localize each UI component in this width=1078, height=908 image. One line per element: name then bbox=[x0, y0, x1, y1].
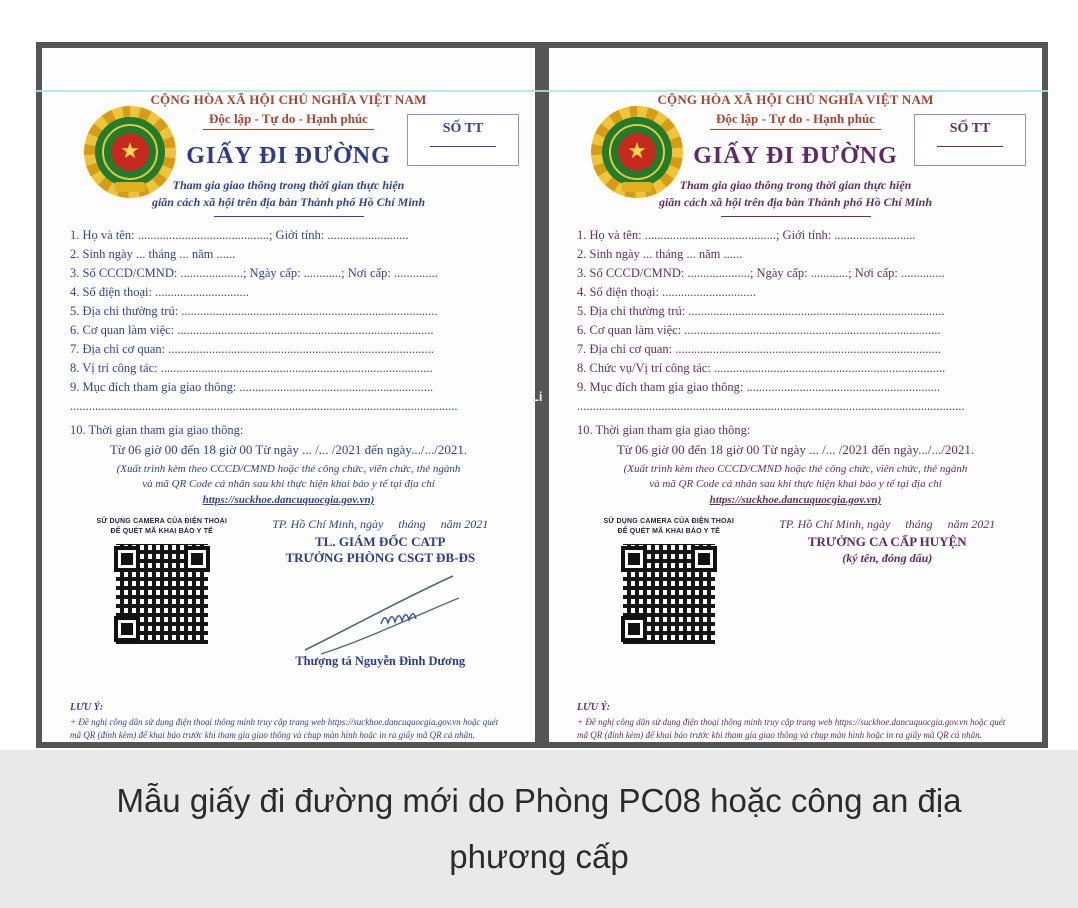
form-field-1: 1. Họ và tên: ..........................................; Giới tính: .......................... bbox=[577, 227, 916, 242]
qr-code-image bbox=[112, 544, 212, 644]
signer-name: Thượng tá Nguyễn Đình Dương bbox=[295, 654, 466, 669]
so-tt-blank-line bbox=[430, 146, 496, 147]
subtitle-underline bbox=[721, 216, 871, 217]
form-field-4: 4. Số điện thoại: .............................. bbox=[577, 284, 756, 299]
notes-heading: LƯU Ý: bbox=[577, 702, 611, 714]
form-field-continuation: ............................................................................................................................ bbox=[577, 398, 965, 413]
watermark-fragment-1: i bbox=[523, 368, 527, 383]
subtitle-line1: Tham gia giao thông trong thời gian thực hiện bbox=[172, 178, 405, 192]
travel-time-line: Từ 06 giờ 00 đến 18 giờ 00 Từ ngày ... /... /2021 đến ngày.../.../2021. bbox=[616, 441, 975, 457]
travel-time-line: Từ 06 giờ 00 đến 18 giờ 00 Từ ngày ... /... /2021 đến ngày.../.../2021. bbox=[109, 441, 468, 457]
document-title: GIẤY ĐI ĐƯỜNG bbox=[693, 143, 898, 169]
subtitle-line1: Tham gia giao thông trong thời gian thực hiện bbox=[679, 178, 912, 192]
so-tt-blank-line bbox=[937, 146, 1003, 147]
health-declaration-url: https://suckhoe.dancuquocgia.gov.vn) bbox=[709, 493, 882, 506]
signature-date-line: TP. Hồ Chí Minh, ngày tháng năm 2021 bbox=[272, 517, 489, 532]
form-field-4: 4. Số điện thoại: .............................. bbox=[70, 284, 249, 299]
signature-block bbox=[577, 517, 1014, 693]
caption-band bbox=[0, 750, 1078, 908]
presentation-note-line2: và mã QR Code cá nhân sau khi thực hiện khai báo y tế tại địa chỉ bbox=[142, 478, 435, 491]
presentation-note-line2: và mã QR Code cá nhân sau khi thực hiện khai báo y tế tại địa chỉ bbox=[649, 478, 942, 491]
document-title: GIẤY ĐI ĐƯỜNG bbox=[186, 143, 391, 169]
emblem-banner bbox=[115, 182, 145, 192]
national-header: CỘNG HÒA XÃ HỘI CHỦ NGHĨA VIỆT NAM bbox=[150, 92, 427, 107]
form-fields bbox=[70, 226, 507, 416]
document-photo-frame bbox=[36, 42, 1048, 748]
document-right bbox=[549, 48, 1042, 742]
qr-finder-top-left bbox=[114, 546, 140, 572]
section-10-label: 10. Thời gian tham gia giao thông: bbox=[577, 422, 751, 437]
form-field-1: 1. Họ và tên: ..........................................; Giới tính: .......................... bbox=[70, 227, 409, 242]
public-security-emblem-icon bbox=[84, 106, 176, 198]
watermark-fragment-2: nLi bbox=[523, 389, 543, 404]
form-fields bbox=[577, 226, 1014, 416]
signer-title-1: TRƯỞNG CA CẤP HUYỆN bbox=[807, 534, 967, 550]
form-field-7: 7. Địa chỉ cơ quan: ..................................................................................... bbox=[577, 341, 941, 356]
form-field-8: 8. Chức vụ/Vị trí công tác: .......................................................................... bbox=[577, 360, 946, 375]
note-line-1: + Đề nghị công dân sử dụng điện thoại thông minh truy cập trang web https://suckhoe.dancuquocgia.gov.vn hoặc quét mã QR (đính kèm) để khai báo trước khi tham gia giao thông và chụp màn hình hoặc in ra giấy mã QR cá nhân. bbox=[577, 716, 1006, 740]
national-motto-text: Độc lập - Tự do - Hạnh phúc bbox=[203, 111, 374, 130]
presentation-note-line1: (Xuất trình kèm theo CCCD/CMND hoặc thẻ công chức, viên chức, thẻ ngành bbox=[623, 462, 968, 475]
qr-caption-line2: ĐỂ QUÉT MÃ KHAI BÁO Y TẾ bbox=[617, 528, 721, 536]
qr-column bbox=[70, 517, 254, 644]
national-header: CỘNG HÒA XÃ HỘI CHỦ NGHĨA VIỆT NAM bbox=[657, 92, 934, 107]
health-declaration-url: https://suckhoe.dancuquocgia.gov.vn) bbox=[202, 493, 375, 506]
presentation-note bbox=[70, 462, 507, 509]
presentation-note bbox=[577, 462, 1014, 509]
so-tt-label: SỐ TT bbox=[442, 121, 484, 136]
qr-finder-top-right bbox=[691, 546, 717, 572]
serial-number-box bbox=[407, 114, 519, 166]
public-security-emblem-icon bbox=[591, 106, 683, 198]
section-10-label: 10. Thời gian tham gia giao thông: bbox=[70, 422, 244, 437]
qr-caption bbox=[70, 517, 254, 537]
signature-column bbox=[761, 517, 1014, 566]
subtitle-underline bbox=[214, 216, 364, 217]
star-icon: ★ bbox=[627, 139, 647, 164]
serial-number-box bbox=[914, 114, 1026, 166]
signature-column bbox=[254, 517, 507, 669]
so-tt-label: SỐ TT bbox=[949, 121, 991, 136]
qr-finder-bottom-left bbox=[621, 616, 647, 642]
subtitle-line2: giãn cách xã hội trên địa bàn Thành phố Hồ Chí Minh bbox=[151, 195, 426, 210]
form-field-continuation: ............................................................................................................................ bbox=[70, 398, 458, 413]
signer-title-2: (ký tên, đóng dấu) bbox=[842, 551, 933, 566]
presentation-note-line1: (Xuất trình kèm theo CCCD/CMND hoặc thẻ công chức, viên chức, thẻ ngành bbox=[116, 462, 461, 475]
form-field-7: 7. Địa chỉ cơ quan: ..................................................................................... bbox=[70, 341, 434, 356]
image-caption: Mẫu giấy đi đường mới do Phòng PC08 hoặc công an địa phương cấp bbox=[116, 782, 962, 875]
emblem-red-disc bbox=[111, 133, 149, 171]
qr-caption-line1: SỬ DỤNG CAMERA CỦA ĐIỆN THOẠI bbox=[603, 518, 734, 526]
emblem-banner bbox=[622, 182, 652, 192]
form-field-5: 5. Địa chỉ thường trú: .................................................................................. bbox=[70, 303, 438, 318]
form-field-3: 3. Số CCCD/CMND: ....................; Ngày cấp: ............; Nơi cấp: .............. bbox=[577, 265, 945, 280]
national-motto-text: Độc lập - Tự do - Hạnh phúc bbox=[710, 111, 881, 130]
qr-caption-line2: ĐỂ QUÉT MÃ KHAI BÁO Y TẾ bbox=[110, 528, 214, 536]
signer-title-1: TL. GIÁM ĐỐC CATP bbox=[315, 534, 446, 550]
notes-section bbox=[70, 701, 507, 742]
form-field-8: 8. Vị trí công tác: ....................................................................................... bbox=[70, 360, 433, 375]
form-field-6: 6. Cơ quan làm việc: .................................................................................. bbox=[70, 322, 434, 337]
subtitle-line2: giãn cách xã hội trên địa bàn Thành phố Hồ Chí Minh bbox=[658, 195, 933, 210]
qr-finder-top-right bbox=[184, 546, 210, 572]
qr-finder-top-left bbox=[621, 546, 647, 572]
notes-section bbox=[577, 701, 1014, 742]
signature-date-line: TP. Hồ Chí Minh, ngày tháng năm 2021 bbox=[779, 517, 996, 532]
document-left bbox=[42, 48, 535, 742]
form-field-9: 9. Mục đích tham gia giao thông: .............................................................. bbox=[70, 379, 434, 394]
form-field-3: 3. Số CCCD/CMND: ....................; Ngày cấp: ............; Nơi cấp: .............. bbox=[70, 265, 438, 280]
form-field-2: 2. Sinh ngày ... tháng ... năm ...... bbox=[70, 246, 236, 261]
qr-caption-line1: SỬ DỤNG CAMERA CỦA ĐIỆN THOẠI bbox=[96, 518, 227, 526]
form-field-9: 9. Mục đích tham gia giao thông: .............................................................. bbox=[577, 379, 941, 394]
form-field-2: 2. Sinh ngày ... tháng ... năm ...... bbox=[577, 246, 743, 261]
note-line-1: + Đề nghị công dân sử dụng điện thoại thông minh truy cập trang web https://suckhoe.dancuquocgia.gov.vn hoặc quét mã QR (đính kèm) để khai báo trước khi tham gia giao thông và chụp màn hình hoặc in ra giấy mã QR cá nhân. bbox=[70, 716, 499, 740]
signature-scribble bbox=[295, 568, 465, 656]
star-icon: ★ bbox=[120, 139, 140, 164]
qr-column bbox=[577, 517, 761, 644]
qr-caption bbox=[577, 517, 761, 537]
form-field-6: 6. Cơ quan làm việc: .................................................................................. bbox=[577, 322, 941, 337]
notes-heading: LƯU Ý: bbox=[70, 702, 104, 714]
form-field-5: 5. Địa chỉ thường trú: .................................................................................. bbox=[577, 303, 945, 318]
emblem-red-disc bbox=[618, 133, 656, 171]
qr-finder-bottom-left bbox=[114, 616, 140, 642]
qr-code-image bbox=[619, 544, 719, 644]
source-watermark bbox=[523, 365, 551, 425]
signer-title-2: TRƯỞNG PHÒNG CSGT ĐB-ĐS bbox=[285, 550, 476, 566]
signature-block bbox=[70, 517, 507, 693]
